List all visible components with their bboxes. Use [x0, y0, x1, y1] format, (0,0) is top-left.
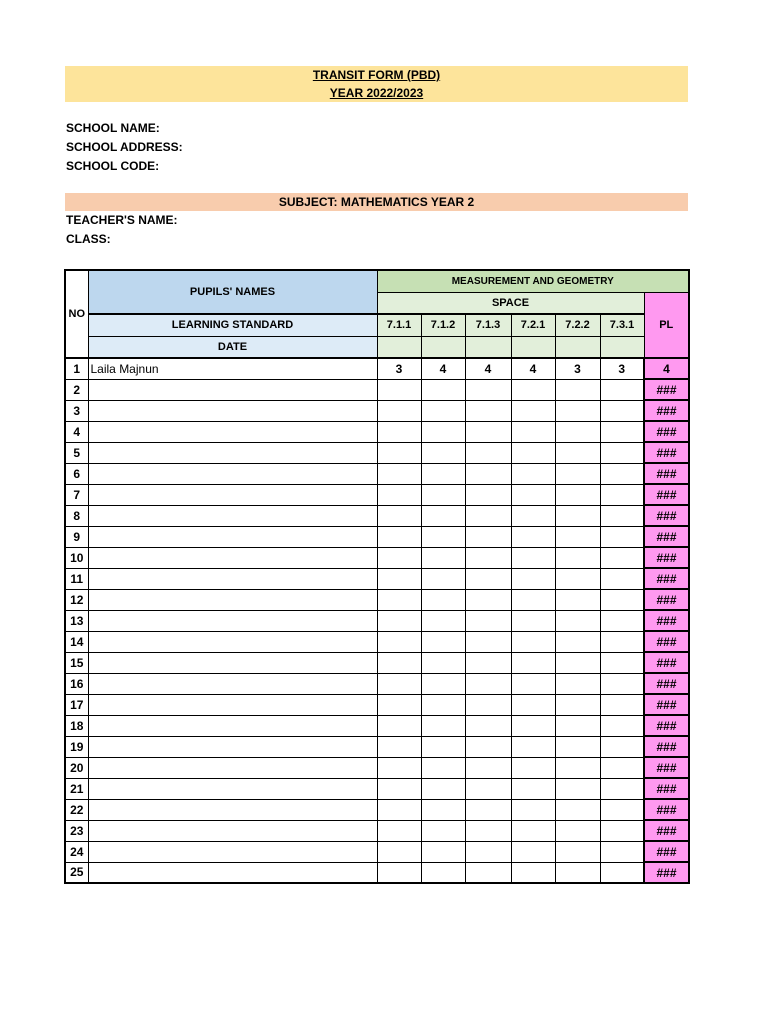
- score-cell[interactable]: [600, 631, 644, 652]
- score-cell[interactable]: [421, 547, 465, 568]
- score-cell[interactable]: [511, 652, 555, 673]
- score-cell[interactable]: [377, 400, 421, 421]
- table-row: [65, 820, 689, 841]
- pupil-name-cell[interactable]: [88, 694, 377, 715]
- pl-cell: ###: [644, 652, 689, 673]
- score-cell[interactable]: [377, 820, 421, 841]
- score-cell[interactable]: [421, 799, 465, 820]
- score-cell[interactable]: [555, 400, 600, 421]
- score-cell[interactable]: [465, 442, 511, 463]
- table-row: [65, 463, 689, 484]
- score-cell[interactable]: [511, 757, 555, 778]
- date-cell[interactable]: [421, 336, 465, 358]
- score-cell[interactable]: [421, 610, 465, 631]
- pl-cell: ###: [644, 568, 689, 589]
- score-cell[interactable]: [377, 799, 421, 820]
- score-cell[interactable]: [377, 715, 421, 736]
- pupil-name-cell[interactable]: [88, 589, 377, 610]
- score-cell[interactable]: [465, 673, 511, 694]
- score-cell[interactable]: [377, 442, 421, 463]
- score-cell[interactable]: [377, 757, 421, 778]
- teacher-info: [66, 211, 178, 249]
- score-cell[interactable]: [377, 526, 421, 547]
- score-cell[interactable]: [555, 589, 600, 610]
- score-cell[interactable]: [600, 421, 644, 442]
- score-cell[interactable]: [465, 799, 511, 820]
- row-number: 7: [65, 484, 88, 505]
- score-cell[interactable]: [465, 400, 511, 421]
- row-number: 8: [65, 505, 88, 526]
- score-cell[interactable]: [377, 379, 421, 400]
- table-row: [65, 358, 689, 379]
- score-cell[interactable]: [421, 400, 465, 421]
- score-cell[interactable]: [600, 484, 644, 505]
- table-row: [65, 568, 689, 589]
- score-cell[interactable]: [465, 421, 511, 442]
- row-number: 9: [65, 526, 88, 547]
- pupil-name-cell[interactable]: [88, 736, 377, 757]
- pl-cell: ###: [644, 715, 689, 736]
- table-row: [65, 799, 689, 820]
- row-number: 15: [65, 652, 88, 673]
- pupil-name-cell[interactable]: [88, 379, 377, 400]
- score-cell[interactable]: [421, 778, 465, 799]
- learning-standard-7-3-1: 7.3.1: [600, 314, 644, 336]
- pl-cell: 4: [644, 358, 689, 379]
- row-number: 23: [65, 820, 88, 841]
- teacher-name-label: TEACHER'S NAME:: [66, 213, 178, 227]
- pl-cell: ###: [644, 694, 689, 715]
- score-cell[interactable]: [511, 778, 555, 799]
- pl-cell: ###: [644, 673, 689, 694]
- score-cell[interactable]: [421, 652, 465, 673]
- score-cell[interactable]: [555, 799, 600, 820]
- score-cell[interactable]: [421, 505, 465, 526]
- pl-cell: ###: [644, 505, 689, 526]
- row-number: 19: [65, 736, 88, 757]
- row-number: 1: [65, 358, 88, 379]
- pupil-name-cell[interactable]: [88, 568, 377, 589]
- table-row: [65, 505, 689, 526]
- score-cell[interactable]: [421, 673, 465, 694]
- score-cell[interactable]: [511, 463, 555, 484]
- pl-cell: ###: [644, 631, 689, 652]
- score-cell[interactable]: [511, 421, 555, 442]
- score-cell[interactable]: [511, 526, 555, 547]
- pupil-name-cell[interactable]: [88, 610, 377, 631]
- form-year: YEAR 2022/2023: [329, 86, 424, 100]
- score-cell[interactable]: [377, 484, 421, 505]
- score-cell[interactable]: [465, 610, 511, 631]
- score-cell[interactable]: [511, 736, 555, 757]
- row-number: 16: [65, 673, 88, 694]
- row-number: 11: [65, 568, 88, 589]
- score-cell[interactable]: [511, 568, 555, 589]
- school-code-label: SCHOOL CODE:: [66, 159, 160, 173]
- score-cell[interactable]: [600, 442, 644, 463]
- form-title-band: [65, 66, 688, 102]
- pupil-name-cell[interactable]: [88, 400, 377, 421]
- table-row: [65, 673, 689, 694]
- score-cell[interactable]: [465, 757, 511, 778]
- score-cell[interactable]: [555, 547, 600, 568]
- score-cell[interactable]: [377, 736, 421, 757]
- pl-cell: ###: [644, 799, 689, 820]
- score-cell[interactable]: [511, 610, 555, 631]
- score-cell[interactable]: 3: [600, 358, 644, 379]
- score-cell[interactable]: [600, 799, 644, 820]
- score-cell[interactable]: [600, 505, 644, 526]
- learning-standard-header: LEARNING STANDARD: [88, 314, 377, 336]
- score-cell[interactable]: [600, 463, 644, 484]
- row-number: 6: [65, 463, 88, 484]
- score-cell[interactable]: [600, 568, 644, 589]
- table-row: [65, 652, 689, 673]
- score-cell[interactable]: [555, 631, 600, 652]
- pupil-name-cell[interactable]: [88, 463, 377, 484]
- score-cell[interactable]: [421, 421, 465, 442]
- table-row: [65, 421, 689, 442]
- row-number: 14: [65, 631, 88, 652]
- score-cell[interactable]: [377, 568, 421, 589]
- table-row: [65, 757, 689, 778]
- learning-standard-7-1-3: 7.1.3: [465, 314, 511, 336]
- score-cell[interactable]: [465, 694, 511, 715]
- score-cell[interactable]: [511, 694, 555, 715]
- row-number: 5: [65, 442, 88, 463]
- row-number: 24: [65, 841, 88, 862]
- score-cell[interactable]: [600, 736, 644, 757]
- score-cell[interactable]: [555, 442, 600, 463]
- date-cell[interactable]: [511, 336, 555, 358]
- school-address-label: SCHOOL ADDRESS:: [66, 140, 183, 154]
- score-cell[interactable]: [600, 652, 644, 673]
- table-row: [65, 400, 689, 421]
- score-cell[interactable]: [600, 820, 644, 841]
- score-cell[interactable]: [555, 652, 600, 673]
- pl-cell: ###: [644, 400, 689, 421]
- score-cell[interactable]: [465, 652, 511, 673]
- pupil-name-cell[interactable]: [88, 715, 377, 736]
- score-cell[interactable]: [421, 736, 465, 757]
- score-cell[interactable]: [555, 736, 600, 757]
- score-cell[interactable]: [421, 820, 465, 841]
- score-cell[interactable]: [600, 778, 644, 799]
- date-cell[interactable]: [555, 336, 600, 358]
- score-cell[interactable]: [377, 463, 421, 484]
- pl-column-header: PL: [644, 292, 689, 358]
- score-cell[interactable]: [377, 547, 421, 568]
- pl-cell: ###: [644, 778, 689, 799]
- score-cell[interactable]: [555, 862, 600, 883]
- score-cell[interactable]: [555, 379, 600, 400]
- score-cell[interactable]: [377, 841, 421, 862]
- score-cell[interactable]: [600, 673, 644, 694]
- table-row: [65, 841, 689, 862]
- score-cell[interactable]: [421, 862, 465, 883]
- score-cell[interactable]: [465, 820, 511, 841]
- score-cell[interactable]: [421, 484, 465, 505]
- score-cell[interactable]: [421, 526, 465, 547]
- score-cell[interactable]: [377, 778, 421, 799]
- pupil-name-cell[interactable]: [88, 757, 377, 778]
- pupils-names-header: PUPILS' NAMES: [88, 270, 377, 314]
- score-cell[interactable]: [421, 715, 465, 736]
- score-cell[interactable]: [377, 631, 421, 652]
- score-cell[interactable]: [511, 820, 555, 841]
- pl-cell: ###: [644, 526, 689, 547]
- learning-standard-7-2-2: 7.2.2: [555, 314, 600, 336]
- score-cell[interactable]: [377, 652, 421, 673]
- score-cell[interactable]: [421, 757, 465, 778]
- score-cell[interactable]: [511, 841, 555, 862]
- pl-cell: ###: [644, 547, 689, 568]
- score-cell[interactable]: [555, 841, 600, 862]
- pupil-name-cell[interactable]: [88, 799, 377, 820]
- score-cell[interactable]: [465, 715, 511, 736]
- score-cell[interactable]: [511, 400, 555, 421]
- score-cell[interactable]: [511, 799, 555, 820]
- table-row: [65, 610, 689, 631]
- date-header: DATE: [88, 336, 377, 358]
- subtopic-header: SPACE: [377, 292, 644, 314]
- table-row: [65, 862, 689, 883]
- pupil-name-cell[interactable]: [88, 442, 377, 463]
- row-number: 22: [65, 799, 88, 820]
- row-number: 25: [65, 862, 88, 883]
- form-title: TRANSIT FORM (PBD): [312, 68, 441, 82]
- score-cell[interactable]: [600, 841, 644, 862]
- table-row: [65, 715, 689, 736]
- score-cell[interactable]: [421, 694, 465, 715]
- row-number: 20: [65, 757, 88, 778]
- score-cell[interactable]: [511, 505, 555, 526]
- date-cell[interactable]: [465, 336, 511, 358]
- score-cell[interactable]: [465, 778, 511, 799]
- date-cell[interactable]: [600, 336, 644, 358]
- score-cell[interactable]: [600, 526, 644, 547]
- table-row: [65, 778, 689, 799]
- score-cell[interactable]: [555, 463, 600, 484]
- score-cell[interactable]: [600, 610, 644, 631]
- score-cell[interactable]: [421, 631, 465, 652]
- score-cell[interactable]: [377, 421, 421, 442]
- table-row: [65, 589, 689, 610]
- score-cell[interactable]: [511, 379, 555, 400]
- score-cell[interactable]: [600, 589, 644, 610]
- score-cell[interactable]: [511, 547, 555, 568]
- score-cell[interactable]: [600, 715, 644, 736]
- score-cell[interactable]: [600, 547, 644, 568]
- row-number: 2: [65, 379, 88, 400]
- score-cell[interactable]: [421, 379, 465, 400]
- assessment-table: [64, 269, 690, 884]
- score-cell[interactable]: [511, 673, 555, 694]
- pl-cell: ###: [644, 463, 689, 484]
- table-row: [65, 736, 689, 757]
- row-number: 12: [65, 589, 88, 610]
- learning-standard-7-2-1: 7.2.1: [511, 314, 555, 336]
- score-cell[interactable]: [555, 421, 600, 442]
- score-cell[interactable]: [555, 484, 600, 505]
- no-column-header: NO: [65, 270, 88, 358]
- score-cell[interactable]: [421, 568, 465, 589]
- score-cell[interactable]: [465, 526, 511, 547]
- pupil-name-cell[interactable]: Laila Majnun: [88, 358, 377, 379]
- pupil-name-cell[interactable]: [88, 631, 377, 652]
- score-cell[interactable]: [555, 505, 600, 526]
- pl-cell: ###: [644, 820, 689, 841]
- pl-cell: ###: [644, 610, 689, 631]
- pupil-name-cell[interactable]: [88, 526, 377, 547]
- score-cell[interactable]: [465, 505, 511, 526]
- pupil-name-cell[interactable]: [88, 673, 377, 694]
- score-cell[interactable]: [600, 757, 644, 778]
- score-cell[interactable]: [465, 484, 511, 505]
- score-cell[interactable]: [465, 568, 511, 589]
- score-cell[interactable]: [511, 862, 555, 883]
- score-cell[interactable]: [465, 631, 511, 652]
- score-cell[interactable]: [421, 463, 465, 484]
- score-cell[interactable]: [465, 841, 511, 862]
- pl-cell: ###: [644, 757, 689, 778]
- pl-cell: ###: [644, 589, 689, 610]
- pupil-name-cell[interactable]: [88, 841, 377, 862]
- table-row: [65, 547, 689, 568]
- pupil-name-cell[interactable]: [88, 421, 377, 442]
- learning-standard-7-1-2: 7.1.2: [421, 314, 465, 336]
- pl-cell: ###: [644, 442, 689, 463]
- score-cell[interactable]: 4: [511, 358, 555, 379]
- score-cell[interactable]: [555, 568, 600, 589]
- pupil-name-cell[interactable]: [88, 778, 377, 799]
- score-cell[interactable]: 4: [421, 358, 465, 379]
- pupil-name-cell[interactable]: [88, 820, 377, 841]
- score-cell[interactable]: [377, 673, 421, 694]
- score-cell[interactable]: [555, 610, 600, 631]
- score-cell[interactable]: [465, 547, 511, 568]
- pl-cell: ###: [644, 484, 689, 505]
- score-cell[interactable]: [465, 862, 511, 883]
- score-cell[interactable]: [377, 505, 421, 526]
- row-number: 4: [65, 421, 88, 442]
- score-cell[interactable]: [377, 610, 421, 631]
- score-cell[interactable]: [421, 589, 465, 610]
- score-cell[interactable]: [511, 715, 555, 736]
- score-cell[interactable]: [555, 820, 600, 841]
- score-cell[interactable]: 3: [555, 358, 600, 379]
- score-cell[interactable]: [511, 631, 555, 652]
- score-cell[interactable]: [377, 694, 421, 715]
- score-cell[interactable]: [555, 673, 600, 694]
- table-row: [65, 442, 689, 463]
- score-cell[interactable]: [377, 862, 421, 883]
- pl-cell: ###: [644, 379, 689, 400]
- row-number: 10: [65, 547, 88, 568]
- score-cell[interactable]: [465, 589, 511, 610]
- school-info: [66, 119, 183, 176]
- score-cell[interactable]: [600, 379, 644, 400]
- score-cell[interactable]: 3: [377, 358, 421, 379]
- date-cell[interactable]: [377, 336, 421, 358]
- score-cell[interactable]: [465, 736, 511, 757]
- learning-standard-7-1-1: 7.1.1: [377, 314, 421, 336]
- score-cell[interactable]: [511, 589, 555, 610]
- score-cell[interactable]: [465, 463, 511, 484]
- row-number: 18: [65, 715, 88, 736]
- topic-header: MEASUREMENT AND GEOMETRY: [377, 270, 689, 292]
- score-cell[interactable]: [555, 757, 600, 778]
- row-number: 21: [65, 778, 88, 799]
- score-cell[interactable]: [555, 715, 600, 736]
- score-cell[interactable]: [465, 379, 511, 400]
- score-cell[interactable]: [421, 841, 465, 862]
- pupil-name-cell[interactable]: [88, 484, 377, 505]
- class-label: CLASS:: [66, 232, 111, 246]
- score-cell[interactable]: [600, 400, 644, 421]
- table-row: [65, 526, 689, 547]
- score-cell[interactable]: [555, 778, 600, 799]
- score-cell[interactable]: [555, 526, 600, 547]
- score-cell[interactable]: [555, 694, 600, 715]
- pl-cell: ###: [644, 421, 689, 442]
- pupil-name-cell[interactable]: [88, 862, 377, 883]
- score-cell[interactable]: [600, 862, 644, 883]
- subject-band: SUBJECT: MATHEMATICS YEAR 2: [65, 193, 688, 211]
- pupil-name-cell[interactable]: [88, 547, 377, 568]
- score-cell[interactable]: [600, 694, 644, 715]
- table-row: [65, 694, 689, 715]
- score-cell[interactable]: [511, 484, 555, 505]
- table-row: [65, 484, 689, 505]
- score-cell[interactable]: 4: [465, 358, 511, 379]
- score-cell[interactable]: [421, 442, 465, 463]
- row-number: 3: [65, 400, 88, 421]
- row-number: 13: [65, 610, 88, 631]
- pupil-name-cell[interactable]: [88, 652, 377, 673]
- pl-cell: ###: [644, 736, 689, 757]
- pl-cell: ###: [644, 841, 689, 862]
- pl-cell: ###: [644, 862, 689, 883]
- pupil-name-cell[interactable]: [88, 505, 377, 526]
- table-row: [65, 631, 689, 652]
- row-number: 17: [65, 694, 88, 715]
- score-cell[interactable]: [377, 589, 421, 610]
- table-row: [65, 379, 689, 400]
- school-name-label: SCHOOL NAME:: [66, 121, 160, 135]
- score-cell[interactable]: [511, 442, 555, 463]
